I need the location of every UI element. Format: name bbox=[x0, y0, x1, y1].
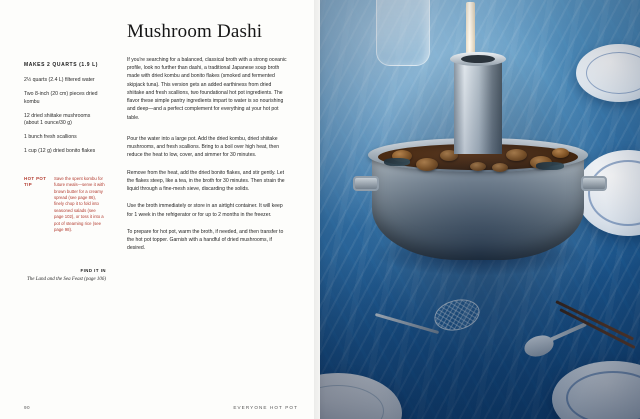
tablecloth-shading bbox=[320, 0, 640, 419]
recipe-intro-paragraph: If you're searching for a balanced, classical broth with a strong oceanic profile, look no further than dashi, a traditional Japanese soup broth made with dried kombu and bonito flakes (smoked and fermented skipjack tuna). This version gets an added earthiness from dried shiitake and fresh scallions, two foundational hot pot ingredients. The flavor these simple pantry ingredients impart to water is so nourishing and deep—and a perfect complement for everything at your hot pot table. bbox=[127, 56, 287, 121]
find-it-in-label: FIND IT IN bbox=[80, 267, 106, 273]
running-head: EVERYONE HOT POT bbox=[233, 405, 298, 410]
list-item: 2½ quarts (2.4 L) filtered water bbox=[24, 77, 95, 83]
find-it-in-block bbox=[24, 268, 106, 283]
page-footer bbox=[0, 400, 320, 410]
list-item: 12 dried shiitake mushrooms (about 1 ounce/30 g) bbox=[24, 112, 91, 127]
recipe-photo-page bbox=[320, 0, 640, 419]
hot-pot-tip-text: Save the spent kombu for future meals—serve it with brown butter for a creamy spread (see page 86), finely chop it to fold into seasoned salads (see page 102), or toss it into a pot of steaming rice (see page 98). bbox=[54, 175, 105, 233]
find-it-in-reference: The Land and the Sea Feast (page 106) bbox=[26, 276, 106, 282]
recipe-step-paragraph: Remove from the heat, add the dried bonito flakes, and stir gently. Let the flakes steep, like a tea, in the broth for 30 minutes. Then strain the liquid through a fine-mesh sieve, discarding the solids. bbox=[127, 169, 285, 193]
recipe-step-paragraph: To prepare for hot pot, warm the broth, if needed, and then transfer to the hot pot topper. Garnish with a handful of dried mushrooms, if desired. bbox=[127, 228, 284, 252]
yield-label: MAKES 2 QUARTS (1.9 L) bbox=[24, 62, 99, 68]
sidebar-column bbox=[24, 62, 106, 283]
list-item: Two 8-inch (20 cm) pieces dried kombu bbox=[24, 91, 98, 105]
page-number: 90 bbox=[24, 405, 30, 410]
ingredient-list bbox=[24, 77, 106, 156]
hot-pot-tip-label: HOT POT TIP bbox=[24, 175, 47, 187]
main-column bbox=[127, 22, 289, 262]
hot-pot-tip bbox=[24, 176, 106, 234]
recipe-step-paragraph: Use the broth immediately or store in an airtight container. It will keep for 1 week in the refrigerator or for up to 2 months in the freezer. bbox=[127, 203, 283, 218]
recipe-step-paragraph: Pour the water into a large pot. Add the dried kombu, dried shiitake mushrooms, and fresh scallions. Bring to a boil over high heat, then reduce the heat to low, cover, and simmer for 30 minutes. bbox=[127, 135, 280, 159]
list-item: 1 bunch fresh scallions bbox=[24, 134, 77, 141]
list-item: 1 cup (12 g) dried bonito flakes bbox=[24, 148, 96, 155]
hot-pot-photograph bbox=[320, 0, 640, 419]
page-title: Mushroom Dashi bbox=[127, 21, 263, 42]
